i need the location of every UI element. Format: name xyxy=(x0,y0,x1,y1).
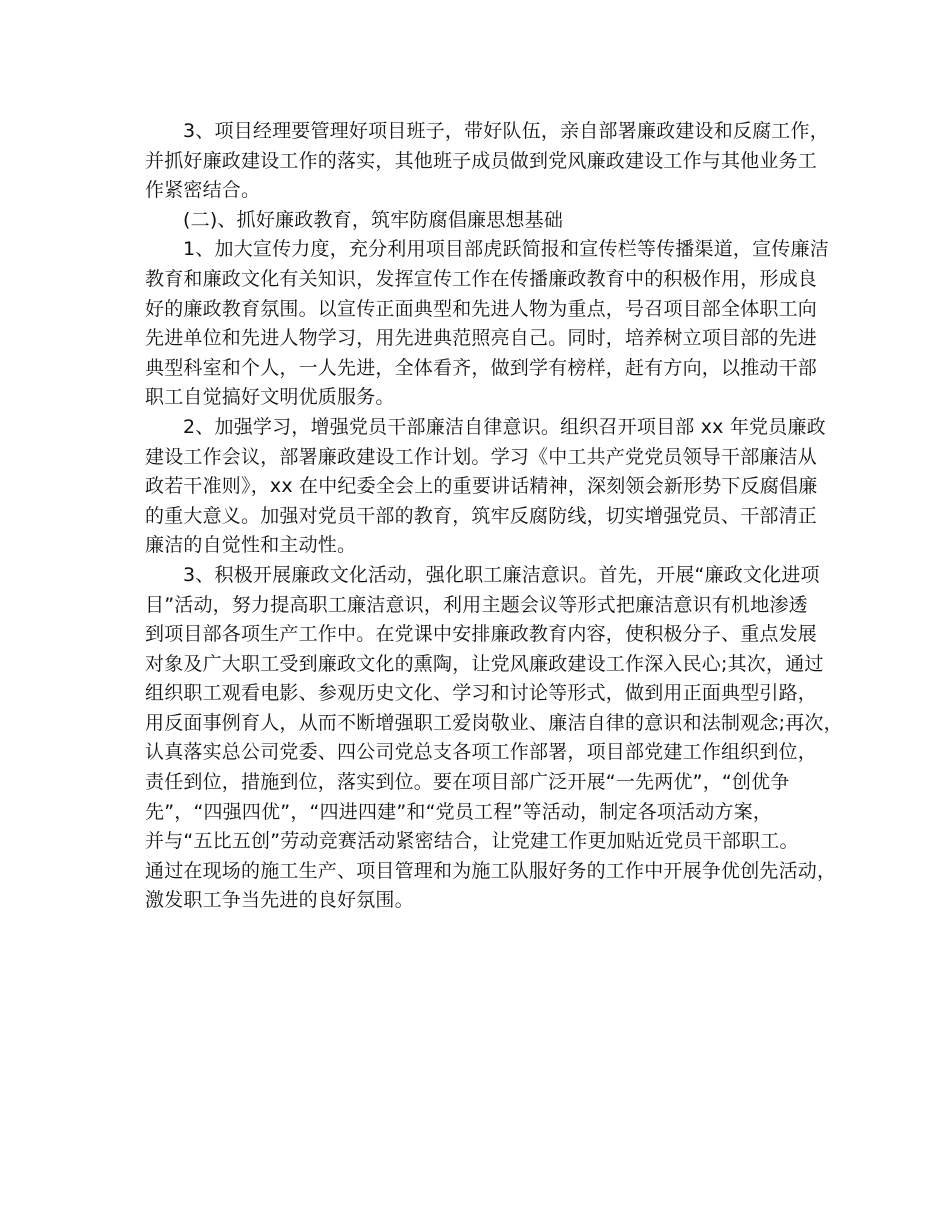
text-line: 2、加强学习，增强党员干部廉洁自律意识。组织召开项目部 xx 年党员廉政 xyxy=(183,415,826,438)
text-line: 职工自觉搞好文明优质服务。 xyxy=(145,386,395,409)
text-line: 作紧密结合。 xyxy=(145,179,261,202)
text-line: 到项目部各项生产工作中。在党课中安排廉政教育内容，使积极分子、重点发展 xyxy=(145,623,818,646)
text-line: 建设工作会议，部署廉政建设工作计划。学习《中工共产党党员领导干部廉洁从 xyxy=(145,445,818,468)
text-line: 1、加大宣传力度，充分利用项目部虎跃简报和宣传栏等传播渠道，宣传廉洁 xyxy=(183,238,829,261)
text-line: 激发职工争当先进的良好氛围。 xyxy=(145,889,414,912)
text-line: 并与“五比五创”劳动竞赛活动紧密结合，让党建工作更加贴近党员干部职工。 xyxy=(145,830,799,853)
paragraph-item-3-manager xyxy=(145,117,829,206)
text-line: 3、积极开展廉政文化活动，强化职工廉洁意识。首先，开展“廉政文化进项 xyxy=(183,563,820,586)
paragraph-item-2-study xyxy=(145,413,825,561)
document-body xyxy=(145,117,843,916)
text-line: 的重大意义。加强对党员干部的教育，筑牢反腐防线，切实增强党员、干部清正 xyxy=(145,504,818,527)
text-line: 好的廉政教育氛围。以宣传正面典型和先进人物为重点，号召项目部全体职工向 xyxy=(145,297,818,320)
paragraph-item-1-publicity xyxy=(145,235,829,413)
text-line: 用反面事例育人，从而不断增强职工爱岗敬业、廉洁自律的意识和法制观念;再次， xyxy=(145,711,843,734)
text-line: 通过在现场的施工生产、项目管理和为施工队服好务的工作中开展争优创先活动， xyxy=(145,859,837,882)
text-line: 组织职工观看电影、参观历史文化、学习和讨论等形式，做到用正面典型引路， xyxy=(145,682,818,705)
section-heading-text: (二)、抓好廉政教育，筑牢防腐倡廉思想基础 xyxy=(183,208,564,231)
text-line: 先进单位和先进人物学习，用先进典范照亮自己。同时，培养树立项目部的先进 xyxy=(145,327,818,350)
text-line: 典型科室和个人，一人先进，全体看齐，做到学有榜样，赶有方向，以推动干部 xyxy=(145,356,818,379)
text-line: 责任到位，措施到位，落实到位。要在项目部广泛开展“一先两优”，“创优争 xyxy=(145,771,790,794)
text-line: 廉洁的自觉性和主动性。 xyxy=(145,534,357,557)
text-line: 先”，“四强四优”，“四进四建”和“党员工程”等活动，制定各项活动方案， xyxy=(145,800,773,823)
text-line: 并抓好廉政建设工作的落实，其他班子成员做到党风廉政建设工作与其他业务工 xyxy=(145,149,818,172)
text-line: 认真落实总公司党委、四公司党总支各项工作部署，项目部党建工作组织到位， xyxy=(145,741,818,764)
paragraph-item-3-culture xyxy=(145,561,843,916)
section-heading-2 xyxy=(145,206,825,236)
text-line: 教育和廉政文化有关知识，发挥宣传工作在传播廉政教育中的积极作用，形成良 xyxy=(145,267,818,290)
text-line: 对象及广大职工受到廉政文化的熏陶，让党风廉政建设工作深入民心;其次，通过 xyxy=(145,652,824,675)
text-line: 目”活动，努力提高职工廉洁意识，利用主题会议等形式把廉洁意识有机地渗透 xyxy=(145,593,808,616)
text-line: 政若干准则》，xx 在中纪委全会上的重要讲话精神，深刻领会新形势下反腐倡廉 xyxy=(145,475,818,498)
text-line: 3、项目经理要管理好项目班子，带好队伍，亲自部署廉政建设和反腐工作， xyxy=(183,120,829,142)
